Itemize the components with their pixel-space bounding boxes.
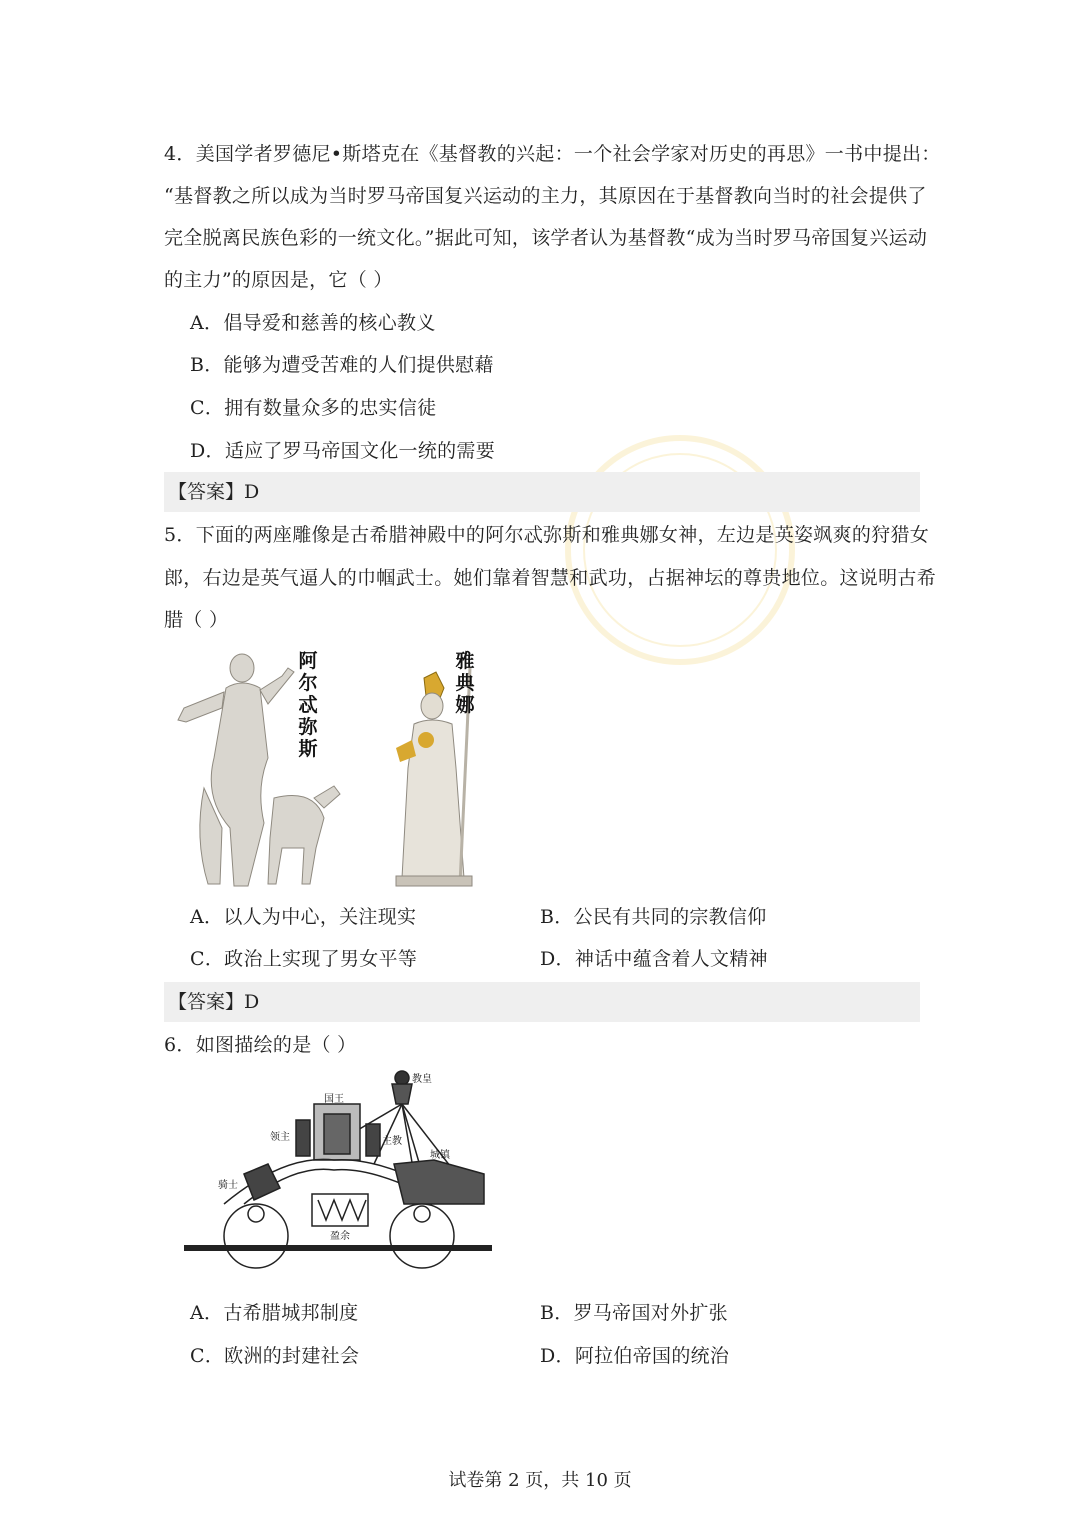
q6-option-a: A．古希腊城邦制度 [190, 1302, 359, 1324]
page-footer: 试卷第 2 页，共 10 页 [448, 1470, 632, 1491]
q5-option-b: B．公民有共同的宗教信仰 [540, 906, 767, 928]
q5-line-2: 郎，右边是英气逼人的巾帼武士。她们靠着智慧和武功，占据神坛的尊贵地位。这说明古希 [164, 567, 937, 589]
watermark-seal [560, 430, 800, 670]
q4-answer: 【答案】D [168, 481, 260, 503]
q6-option-b: B．罗马帝国对外扩张 [540, 1302, 728, 1324]
knight-label: 骑士 [218, 1180, 238, 1191]
q6-option-d: D．阿拉伯帝国的统治 [540, 1345, 730, 1367]
q5-option-c: C．政治上实现了男女平等 [190, 948, 418, 970]
pope-label: 教皇 [412, 1074, 432, 1085]
q5-option-a: A．以人为中心，关注现实 [190, 906, 417, 928]
surplus-label: 盈余 [330, 1231, 350, 1242]
q5-line-3: 腊（ ） [164, 609, 229, 631]
q4-option-b: B．能够为遭受苦难的人们提供慰藉 [190, 354, 494, 376]
q5-answer: 【答案】D [168, 991, 260, 1013]
feudal-diagram-image [184, 1064, 492, 1278]
lord-label: 领主 [270, 1132, 290, 1143]
q4-option-a: A．倡导爱和慈善的核心教义 [190, 312, 436, 334]
statues-figure [164, 648, 484, 890]
q6-option-c: C．欧洲的封建社会 [190, 1345, 360, 1367]
q5-answer-bar [164, 982, 920, 1022]
q4-line-4: 的主力”的原因是，它（ ） [164, 269, 393, 291]
athena-label: 雅典娜 [455, 650, 475, 716]
feudal-diagram [184, 1064, 492, 1278]
q4-line-1: 4．美国学者罗德尼•斯塔克在《基督教的兴起：一个社会学家对历史的再思》一书中提出： [164, 143, 941, 165]
q5-option-d: D．神话中蕴含着人文精神 [540, 948, 768, 970]
king-label: 国王 [324, 1094, 344, 1105]
q4-line-2: “基督教之所以成为当时罗马帝国复兴运动的主力，其原因在于基督教向当时的社会提供了 [164, 185, 927, 207]
town-label: 城镇 [430, 1150, 450, 1161]
statues-image [164, 648, 484, 890]
q4-line-3: 完全脱离民族色彩的一统文化。”据此可知，该学者认为基督教“成为当时罗马帝国复兴运动 [164, 227, 928, 249]
q6-line-1: 6．如图描绘的是（ ） [164, 1034, 357, 1056]
q5-line-1: 5．下面的两座雕像是古希腊神殿中的阿尔忒弥斯和雅典娜女神，左边是英姿飒爽的狩猎女 [164, 524, 930, 546]
q4-answer-bar [164, 472, 920, 512]
artemis-label: 阿尔忒弥斯 [298, 650, 318, 760]
q4-option-c: C．拥有数量众多的忠实信徒 [190, 397, 437, 419]
bishop-label: 主教 [382, 1136, 402, 1147]
q4-option-d: D．适应了罗马帝国文化一统的需要 [190, 440, 496, 462]
